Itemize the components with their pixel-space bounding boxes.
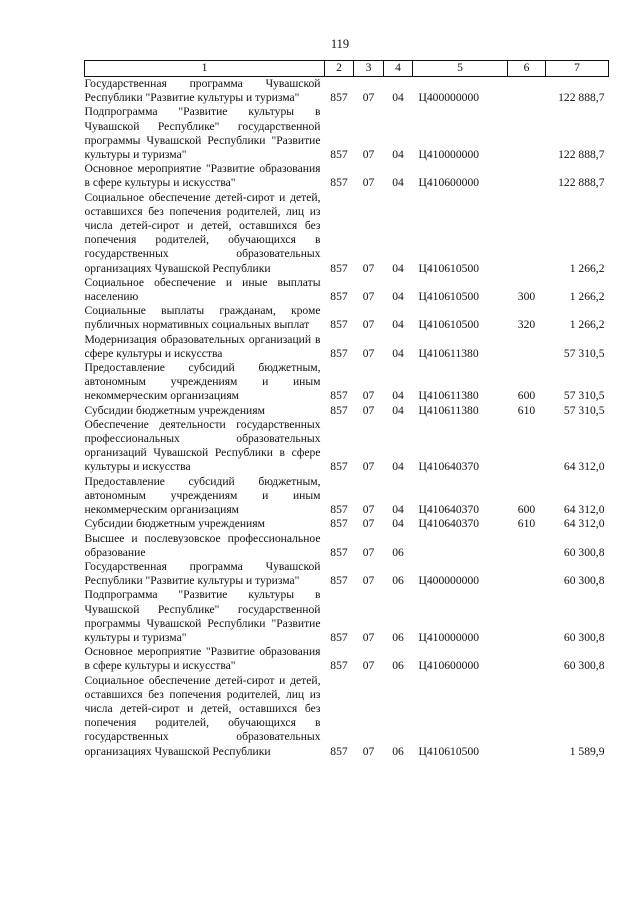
cell-name: Государственная программа Чувашской Республики "Развитие культуры и туризма" <box>84 559 321 588</box>
table-row <box>85 517 609 531</box>
cell-subsection: 04 <box>392 290 404 304</box>
cell-target: Ц410000000 <box>418 630 480 644</box>
cell-subsection: 06 <box>392 659 404 673</box>
cell-section: 07 <box>362 176 375 190</box>
cell-section: 07 <box>362 346 375 360</box>
cell-code: 857 <box>330 517 348 531</box>
table-row <box>85 674 609 759</box>
table-row <box>85 105 609 162</box>
cell-name: Субсидии бюджетным учреждениям <box>84 403 265 417</box>
table-row <box>85 560 609 588</box>
cell-code: 857 <box>330 503 348 517</box>
cell-subsection: 04 <box>392 503 404 517</box>
cell-amount: 1 266,2 <box>569 261 605 275</box>
cell-section: 07 <box>362 744 375 758</box>
cell-amount: 60 300,8 <box>563 659 605 673</box>
table-row <box>85 532 609 560</box>
cell-amount: 1 589,9 <box>569 744 605 758</box>
cell-subsection: 06 <box>392 545 404 559</box>
cell-section: 07 <box>362 290 375 304</box>
cell-code: 857 <box>330 148 348 162</box>
cell-name: Социальное обеспечение детей-сирот и детей, оставшихся без попечения родителей, лиц из числа детей-сирот и детей, оставшихся без попечения родителей, обучающихся в государственных образовательных организациях Чувашской Республики <box>84 190 321 275</box>
cell-type <box>508 532 546 560</box>
cell-code: 857 <box>330 176 348 190</box>
cell-name: Подпрограмма "Развитие культуры в Чувашской Республике" государственной программы Чувашской Республики "Развитие культуры и туризма" <box>84 588 321 644</box>
cell-amount: 64 312,0 <box>563 517 605 531</box>
cell-code: 857 <box>330 261 348 275</box>
table-row <box>85 645 609 673</box>
cell-type <box>508 588 546 645</box>
cell-target <box>413 532 508 560</box>
cell-code: 857 <box>330 318 348 332</box>
cell-subsection: 04 <box>392 346 404 360</box>
cell-target: Ц410611380 <box>418 403 479 417</box>
cell-subsection: 04 <box>392 460 404 474</box>
cell-type <box>508 418 546 475</box>
cell-subsection: 04 <box>392 91 404 105</box>
cell-subsection: 06 <box>392 574 404 588</box>
header-col-2: 2 <box>325 61 354 77</box>
header-col-3: 3 <box>354 61 384 77</box>
cell-type: 320 <box>517 318 536 332</box>
cell-name: Подпрограмма "Развитие культуры в Чувашской Республике" государственной программы Чувашской Республики "Развитие культуры и туризма" <box>84 105 321 162</box>
cell-section: 07 <box>362 574 375 588</box>
cell-name: Предоставление субсидий бюджетным, автономным учреждениям и иным некоммерческим организациям <box>84 361 321 403</box>
cell-target: Ц410640370 <box>418 517 480 531</box>
cell-type <box>508 162 546 190</box>
cell-code: 857 <box>330 290 348 304</box>
cell-section: 07 <box>362 460 375 474</box>
cell-section: 07 <box>362 148 375 162</box>
cell-name: Социальные выплаты гражданам, кроме публичных нормативных социальных выплат <box>84 304 321 332</box>
table-row <box>85 162 609 190</box>
cell-subsection: 04 <box>392 517 404 531</box>
cell-section: 07 <box>362 318 375 332</box>
cell-code: 857 <box>330 659 348 673</box>
cell-type: 600 <box>517 503 536 517</box>
cell-target: Ц410640370 <box>418 503 480 517</box>
header-col-6: 6 <box>508 61 546 77</box>
table-row <box>85 588 609 645</box>
budget-table <box>84 60 609 759</box>
cell-type: 600 <box>517 389 536 403</box>
table-row <box>85 475 609 518</box>
cell-section: 07 <box>362 503 375 517</box>
cell-amount: 60 300,8 <box>563 574 605 588</box>
cell-amount: 57 310,5 <box>563 403 605 417</box>
table-header-row <box>85 61 609 77</box>
cell-subsection: 04 <box>392 261 404 275</box>
cell-type <box>508 105 546 162</box>
table-row <box>85 404 609 418</box>
cell-subsection: 04 <box>392 176 404 190</box>
cell-code: 857 <box>330 574 348 588</box>
table-row <box>85 361 609 404</box>
cell-name: Основное мероприятие "Развитие образования в сфере культуры и искусства" <box>84 162 321 190</box>
table-row <box>85 418 609 475</box>
cell-name: Субсидии бюджетным учреждениям <box>84 517 265 531</box>
cell-amount: 1 266,2 <box>569 318 605 332</box>
table-row <box>85 191 609 276</box>
cell-amount: 1 266,2 <box>569 290 605 304</box>
cell-subsection: 04 <box>392 318 404 332</box>
cell-type <box>508 645 546 673</box>
cell-amount: 64 312,0 <box>563 460 605 474</box>
header-col-1: 1 <box>85 61 325 77</box>
cell-target: Ц410640370 <box>418 460 480 474</box>
cell-code: 857 <box>330 744 348 758</box>
cell-target: Ц410610500 <box>418 744 480 758</box>
table-row <box>85 276 609 304</box>
cell-amount: 122 888,7 <box>558 176 605 190</box>
cell-target: Ц400000000 <box>418 574 480 588</box>
cell-target: Ц410610500 <box>418 261 480 275</box>
cell-type <box>508 333 546 361</box>
cell-code: 857 <box>330 346 348 360</box>
cell-code: 857 <box>330 389 348 403</box>
cell-section: 07 <box>362 659 375 673</box>
cell-target: Ц410610500 <box>418 318 480 332</box>
table-row <box>85 333 609 361</box>
cell-type: 610 <box>517 403 536 417</box>
page-number: 119 <box>330 37 350 51</box>
cell-name: Социальное обеспечение и иные выплаты населению <box>84 275 321 304</box>
cell-target: Ц410600000 <box>418 659 480 673</box>
header-col-4: 4 <box>384 61 413 77</box>
cell-name: Обеспечение деятельности государственных профессиональных образовательных организаций Чувашской Республики в сфере культуры и искусства <box>84 417 321 474</box>
cell-type <box>508 674 546 759</box>
cell-subsection: 06 <box>392 630 404 644</box>
cell-code: 857 <box>330 545 348 559</box>
header-col-7: 7 <box>546 61 609 77</box>
cell-amount: 122 888,7 <box>558 91 605 105</box>
cell-amount: 57 310,5 <box>563 389 605 403</box>
cell-section: 07 <box>362 545 375 559</box>
cell-target: Ц410600000 <box>418 176 480 190</box>
cell-amount: 64 312,0 <box>563 503 605 517</box>
cell-section: 07 <box>362 389 375 403</box>
cell-type <box>508 191 546 276</box>
cell-target: Ц410610500 <box>418 290 480 304</box>
cell-type <box>508 77 546 106</box>
cell-target: Ц410611380 <box>418 346 479 360</box>
cell-amount: 122 888,7 <box>558 148 605 162</box>
cell-name: Социальное обеспечение детей-сирот и детей, оставшихся без попечения родителей, лиц из числа детей-сирот и детей, оставшихся без попечения родителей, обучающихся в государственных образовательных организациях Чувашской Республики <box>84 673 321 758</box>
cell-section: 07 <box>362 517 375 531</box>
header-col-5: 5 <box>413 61 508 77</box>
cell-section: 07 <box>362 403 375 417</box>
cell-name: Государственная программа Чувашской Республики "Развитие культуры и туризма" <box>84 77 321 105</box>
cell-target: Ц400000000 <box>418 91 480 105</box>
cell-type: 300 <box>517 290 536 304</box>
cell-target: Ц410611380 <box>418 389 479 403</box>
cell-name: Предоставление субсидий бюджетным, автономным учреждениям и иным некоммерческим организациям <box>84 474 321 517</box>
cell-type <box>508 560 546 588</box>
table-row <box>85 77 609 106</box>
cell-subsection: 06 <box>392 744 404 758</box>
cell-code: 857 <box>330 460 348 474</box>
cell-code: 857 <box>330 630 348 644</box>
cell-amount: 57 310,5 <box>563 346 605 360</box>
cell-section: 07 <box>362 261 375 275</box>
cell-name: Основное мероприятие "Развитие образования в сфере культуры и искусства" <box>84 645 321 673</box>
cell-name: Модернизация образовательных организаций в сфере культуры и искусства <box>84 332 321 360</box>
cell-code: 857 <box>330 91 348 105</box>
cell-amount: 60 300,8 <box>563 630 605 644</box>
cell-code: 857 <box>330 403 348 417</box>
cell-section: 07 <box>362 630 375 644</box>
cell-type: 610 <box>517 517 536 531</box>
cell-target: Ц410000000 <box>418 148 480 162</box>
cell-name: Высшее и послевузовское профессиональное образование <box>84 531 321 559</box>
cell-subsection: 04 <box>392 389 404 403</box>
cell-subsection: 04 <box>392 148 404 162</box>
cell-amount: 60 300,8 <box>563 545 605 559</box>
table-row <box>85 304 609 332</box>
cell-section: 07 <box>362 91 375 105</box>
cell-subsection: 04 <box>392 403 404 417</box>
